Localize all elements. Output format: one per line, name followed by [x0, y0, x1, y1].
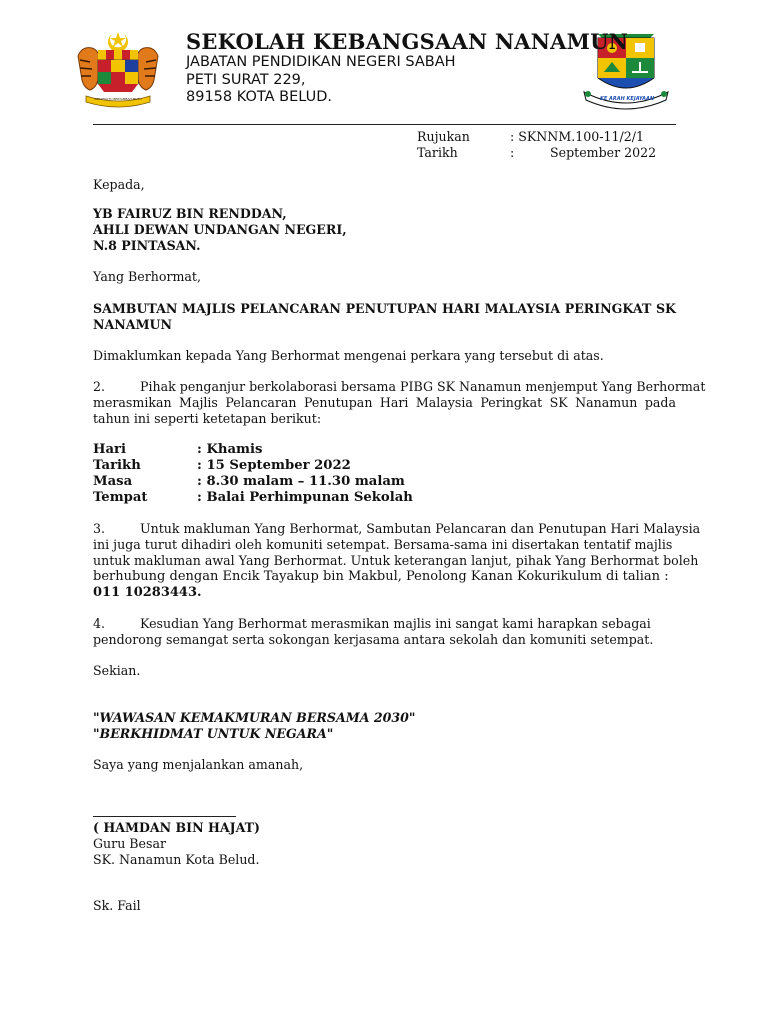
recipient-name: YB FAIRUZ BIN RENDDAN, — [93, 206, 287, 221]
reference-label: Rujukan — [417, 129, 470, 144]
paragraph-3-line2: ini juga turut dihadiri oleh komuniti setempat. Bersama-sama ini disertakan tentatif majlis — [93, 537, 673, 552]
school-logo-motto: KE ARAH KEJAYAAN — [600, 96, 655, 102]
schedule-label-venue: Tempat — [93, 490, 148, 505]
paragraph-2-rest: merasmikan Majlis Pelancaran Penutupan Hari Malaysia Peringkat SK Nanamun pada tahun ini seperti ketetapan berikut: — [93, 395, 676, 426]
date-label: Tarikh — [417, 145, 458, 160]
paragraph-3-line3: untuk makluman awal Yang Berhormat. Untuk keterangan lanjut, pihak Yang Berhormat boleh — [93, 553, 699, 568]
schedule-value-venue: : Balai Perhimpunan Sekolah — [197, 490, 413, 505]
slogan-1: "WAWASAN KEMAKMURAN BERSAMA 2030" — [93, 710, 416, 725]
date-colon: : — [510, 145, 515, 160]
schedule-value-time: : 8.30 malam – 11.30 malam — [197, 474, 405, 489]
paragraph-4-number: 4. — [93, 616, 106, 631]
po-box-line: PETI SURAT 229, — [186, 72, 306, 88]
paragraph-1: Dimaklumkan kepada Yang Berhormat mengenai perkara yang tersebut di atas. — [93, 348, 604, 363]
trust-statement: Saya yang menjalankan amanah, — [93, 757, 304, 772]
recipient-title: AHLI DEWAN UNDANGAN NEGERI, — [93, 222, 347, 237]
paragraph-4-line2: pendorong semangat serta sokongan kerjasama antara sekolah dan komuniti setempat. — [93, 632, 654, 647]
signature-line — [93, 816, 236, 817]
signatory-name: ( HAMDAN BIN HAJAT) — [93, 820, 261, 835]
postcode-city-line: 89158 KOTA BELUD. — [186, 89, 332, 105]
schedule-label-time: Masa — [93, 474, 133, 489]
closing: Sekian. — [93, 663, 141, 678]
paragraph-3-line1: Untuk makluman Yang Berhormat, Sambutan Pelancaran dan Penutupan Hari Malaysia — [140, 521, 701, 536]
recipient-constituency: N.8 PINTASAN. — [93, 238, 201, 253]
date-value: September 2022 — [550, 145, 657, 160]
reference-value: : SKNNM.100-11/2/1 — [510, 129, 645, 144]
header-divider — [93, 124, 676, 125]
schedule-label-day: Hari — [93, 442, 126, 457]
contact-phone: 011 10283443. — [93, 585, 202, 600]
paragraph-2-number: 2. — [93, 379, 106, 394]
paragraph-4-line1: Kesudian Yang Berhormat merasmikan majlis ini sangat kami harapkan sebagai — [140, 616, 651, 631]
department-line: JABATAN PENDIDIKAN NEGERI SABAH — [186, 54, 456, 70]
paragraph-3-line4: berhubung dengan Encik Tayakup bin Makbul, Penolong Kanan Kokurikulum di talian : — [93, 569, 669, 584]
schedule-value-day: : Khamis — [197, 442, 263, 457]
school-name: SEKOLAH KEBANGSAAN NANAMUN — [186, 29, 628, 54]
paragraph-2-line1: Pihak penganjur berkolaborasi bersama PIBG SK Nanamun menjemput Yang Berhormat — [140, 379, 706, 394]
signatory-school: SK. Nanamun Kota Belud. — [93, 852, 260, 867]
paragraph-3-number: 3. — [93, 521, 106, 536]
schedule-label-date: Tarikh — [93, 458, 141, 473]
signatory-position: Guru Besar — [93, 836, 167, 851]
cc-file: Sk. Fail — [93, 898, 141, 913]
coat-of-arms-caption: BERSEKUTU BERTAMBAH MUTU — [94, 97, 142, 101]
greeting: Yang Berhormat, — [93, 269, 201, 284]
schedule-value-date: : 15 September 2022 — [197, 458, 351, 473]
slogan-2: "BERKHIDMAT UNTUK NEGARA" — [93, 726, 334, 741]
subject-heading: SAMBUTAN MAJLIS PELANCARAN PENUTUPAN HARI MALAYSIA PERINGKAT SK NANAMUN — [93, 301, 676, 332]
coat-of-arms-logo — [72, 30, 164, 110]
salutation-to: Kepada, — [93, 177, 145, 192]
